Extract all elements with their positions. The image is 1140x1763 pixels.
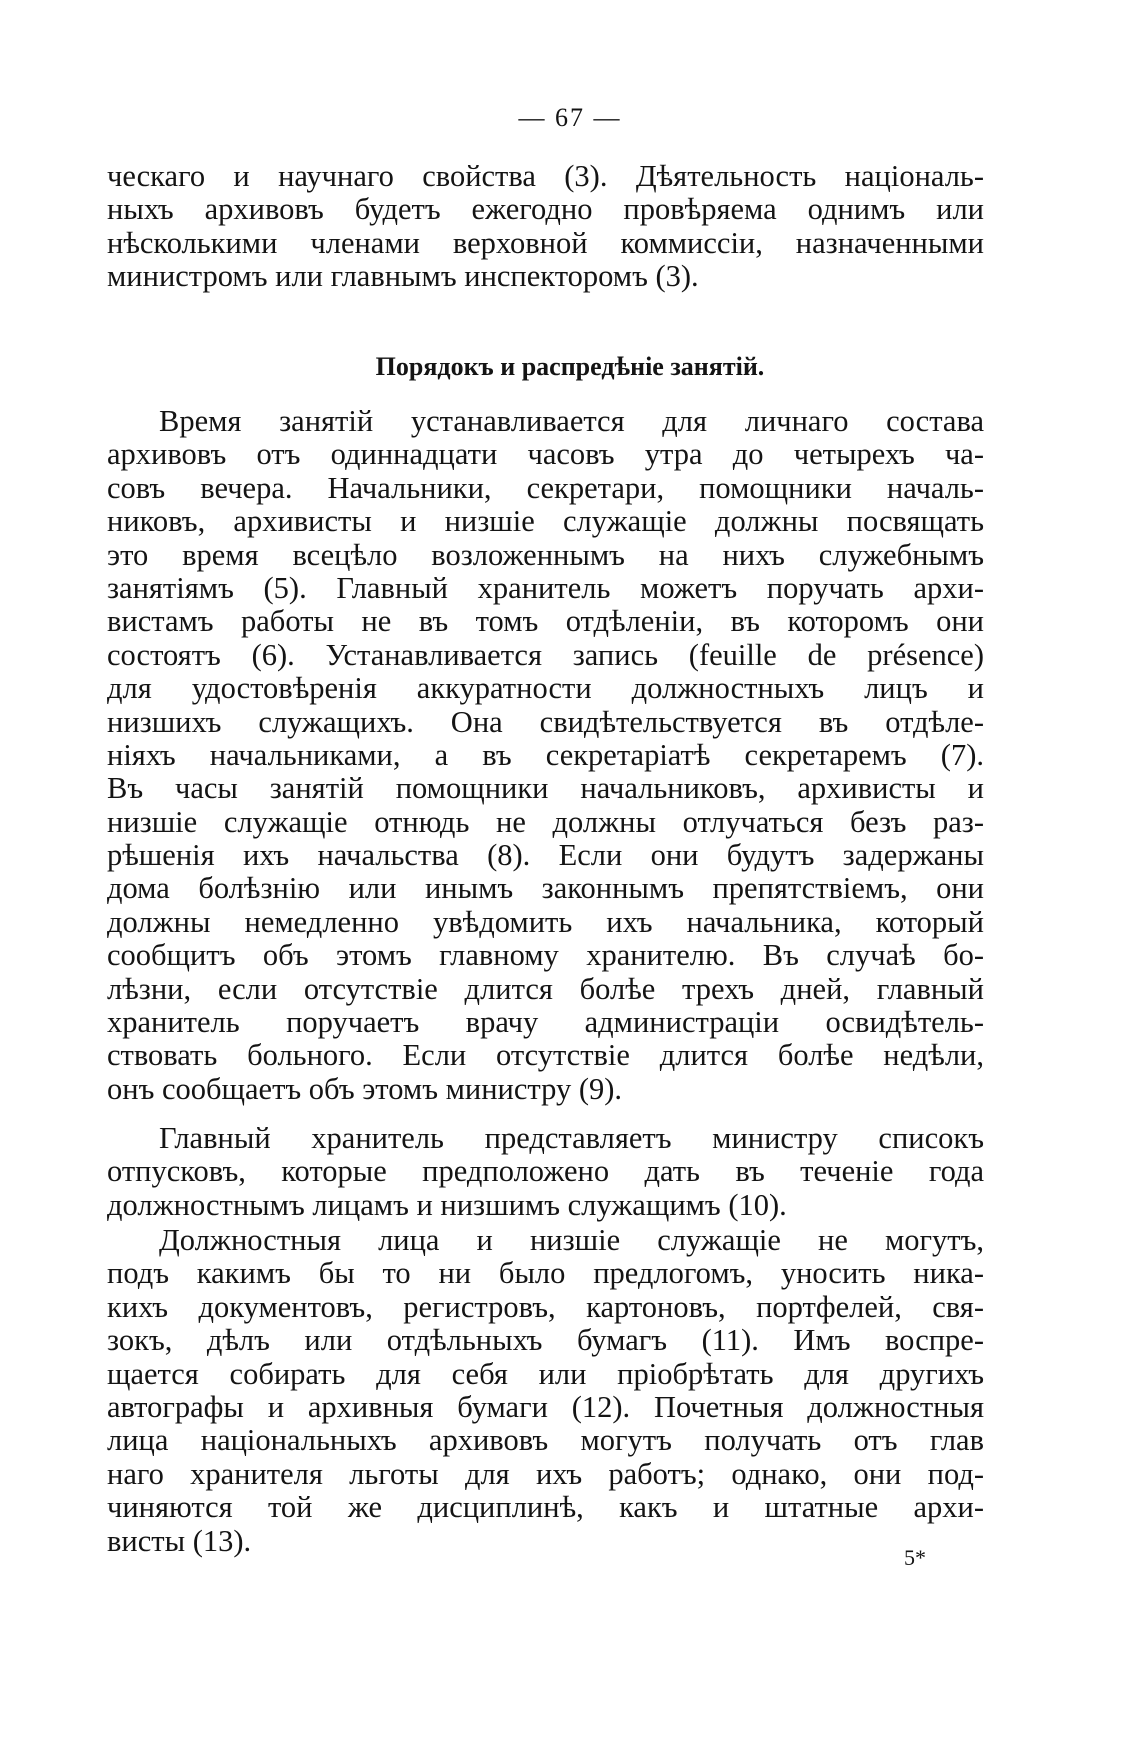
text-line: подъ какимъ бы то ни было предлогомъ, уносить ника- (107, 1256, 984, 1291)
text-line: хранитель поручаетъ врачу администраціи освидѣтель- (107, 1005, 984, 1040)
text-line: автографы и архивныя бумаги (12). Почетныя должностныя (107, 1389, 984, 1424)
text-line: это время всецѣло возложеннымъ на нихъ служебнымъ (107, 537, 984, 572)
text-line: низшіе служащіе отнюдь не должны отлучаться безъ раз- (107, 804, 984, 839)
text-line: щается собирать для себя или пріобрѣтать для другихъ (107, 1356, 984, 1391)
text-line: сообщитъ объ этомъ главному хранителю. Въ случаѣ бо- (107, 938, 984, 973)
text-line: висты (13). (107, 1523, 252, 1558)
paragraph-3 (107, 1224, 984, 1558)
text-line: занятіямъ (5). Главный хранитель можетъ поручать архи- (107, 570, 984, 605)
text-line: кихъ документовъ, регистровъ, картоновъ, портфелей, свя- (107, 1289, 984, 1324)
text-line: Въ часы занятій помощники начальниковъ, архивисты и (107, 771, 984, 806)
text-line: Время занятій устанавливается для личнаго состава (159, 404, 984, 438)
text-line: ствовать больного. Если отсутствіе длится болѣе недѣли, (107, 1038, 984, 1073)
text-line: низшихъ служащихъ. Она свидѣтельствуется въ отдѣле- (107, 704, 984, 739)
text-line: никовъ, архивисты и низшіе служащіе должны посвящать (107, 504, 984, 539)
text-line: Должностныя лица и низшіе служащіе не могутъ, (159, 1223, 984, 1257)
paragraph-2 (107, 1122, 984, 1222)
section-heading: Порядокъ и распредѣніе занятій. (375, 352, 765, 381)
text-line: для удостовѣренія аккуратности должностныхъ лицъ и (107, 671, 984, 706)
text-line: ніяхъ начальниками, а въ секретаріатѣ секретаремъ (7). (107, 737, 984, 772)
text-line: отпусковъ, которые предположено дать въ теченіе года (107, 1154, 984, 1189)
text-line: должны немедленно увѣдомить ихъ начальника, который (107, 904, 984, 939)
text-line: чиняются той же дисциплинѣ, какъ и штатные архи- (107, 1490, 984, 1525)
text-line: зокъ, дѣлъ или отдѣльныхъ бумагъ (11). Имъ воспре- (107, 1323, 984, 1358)
text-line: лѣзни, если отсутствіе длится болѣе трехъ дней, главный (107, 971, 984, 1006)
text-line: нѣсколькими членами верховной коммиссіи, назначенными (107, 225, 984, 260)
text-line: рѣшенія ихъ начальства (8). Если они будутъ задержаны (107, 838, 984, 873)
text-line: состоятъ (6). Устанавливается запись (feuille de présence) (107, 637, 984, 672)
signature-mark: 5* (904, 1545, 926, 1570)
text-line: ческаго и научнаго свойства (3). Дѣятельность національ- (107, 159, 984, 193)
page-number: — 67 — (518, 103, 622, 132)
text-line: архивовъ отъ одиннадцати часовъ утра до четырехъ ча- (107, 437, 984, 472)
text-line: должностнымъ лицамъ и низшимъ служащимъ (10). (107, 1187, 787, 1222)
text-line: совъ вечера. Начальники, секретари, помощники началь- (107, 470, 984, 505)
text-line: ныхъ архивовъ будетъ ежегодно провѣряема однимъ или (107, 192, 984, 227)
text-line: вистамъ работы не въ томъ отдѣленіи, въ которомъ они (107, 604, 984, 639)
text-line: онъ сообщаетъ объ этомъ министру (9). (107, 1071, 623, 1106)
paragraph-1 (107, 405, 984, 1106)
paragraph-intro (107, 160, 984, 294)
text-line: Главный хранитель представляетъ министру списокъ (159, 1121, 984, 1155)
text-line: дома болѣзнію или инымъ законнымъ препятствіемъ, они (107, 871, 984, 906)
text-line: наго хранителя льготы для ихъ работъ; однако, они под- (107, 1456, 984, 1491)
text-line: лица національныхъ архивовъ могутъ получать отъ глав (107, 1423, 984, 1458)
text-line: министромъ или главнымъ инспекторомъ (3). (107, 259, 699, 294)
